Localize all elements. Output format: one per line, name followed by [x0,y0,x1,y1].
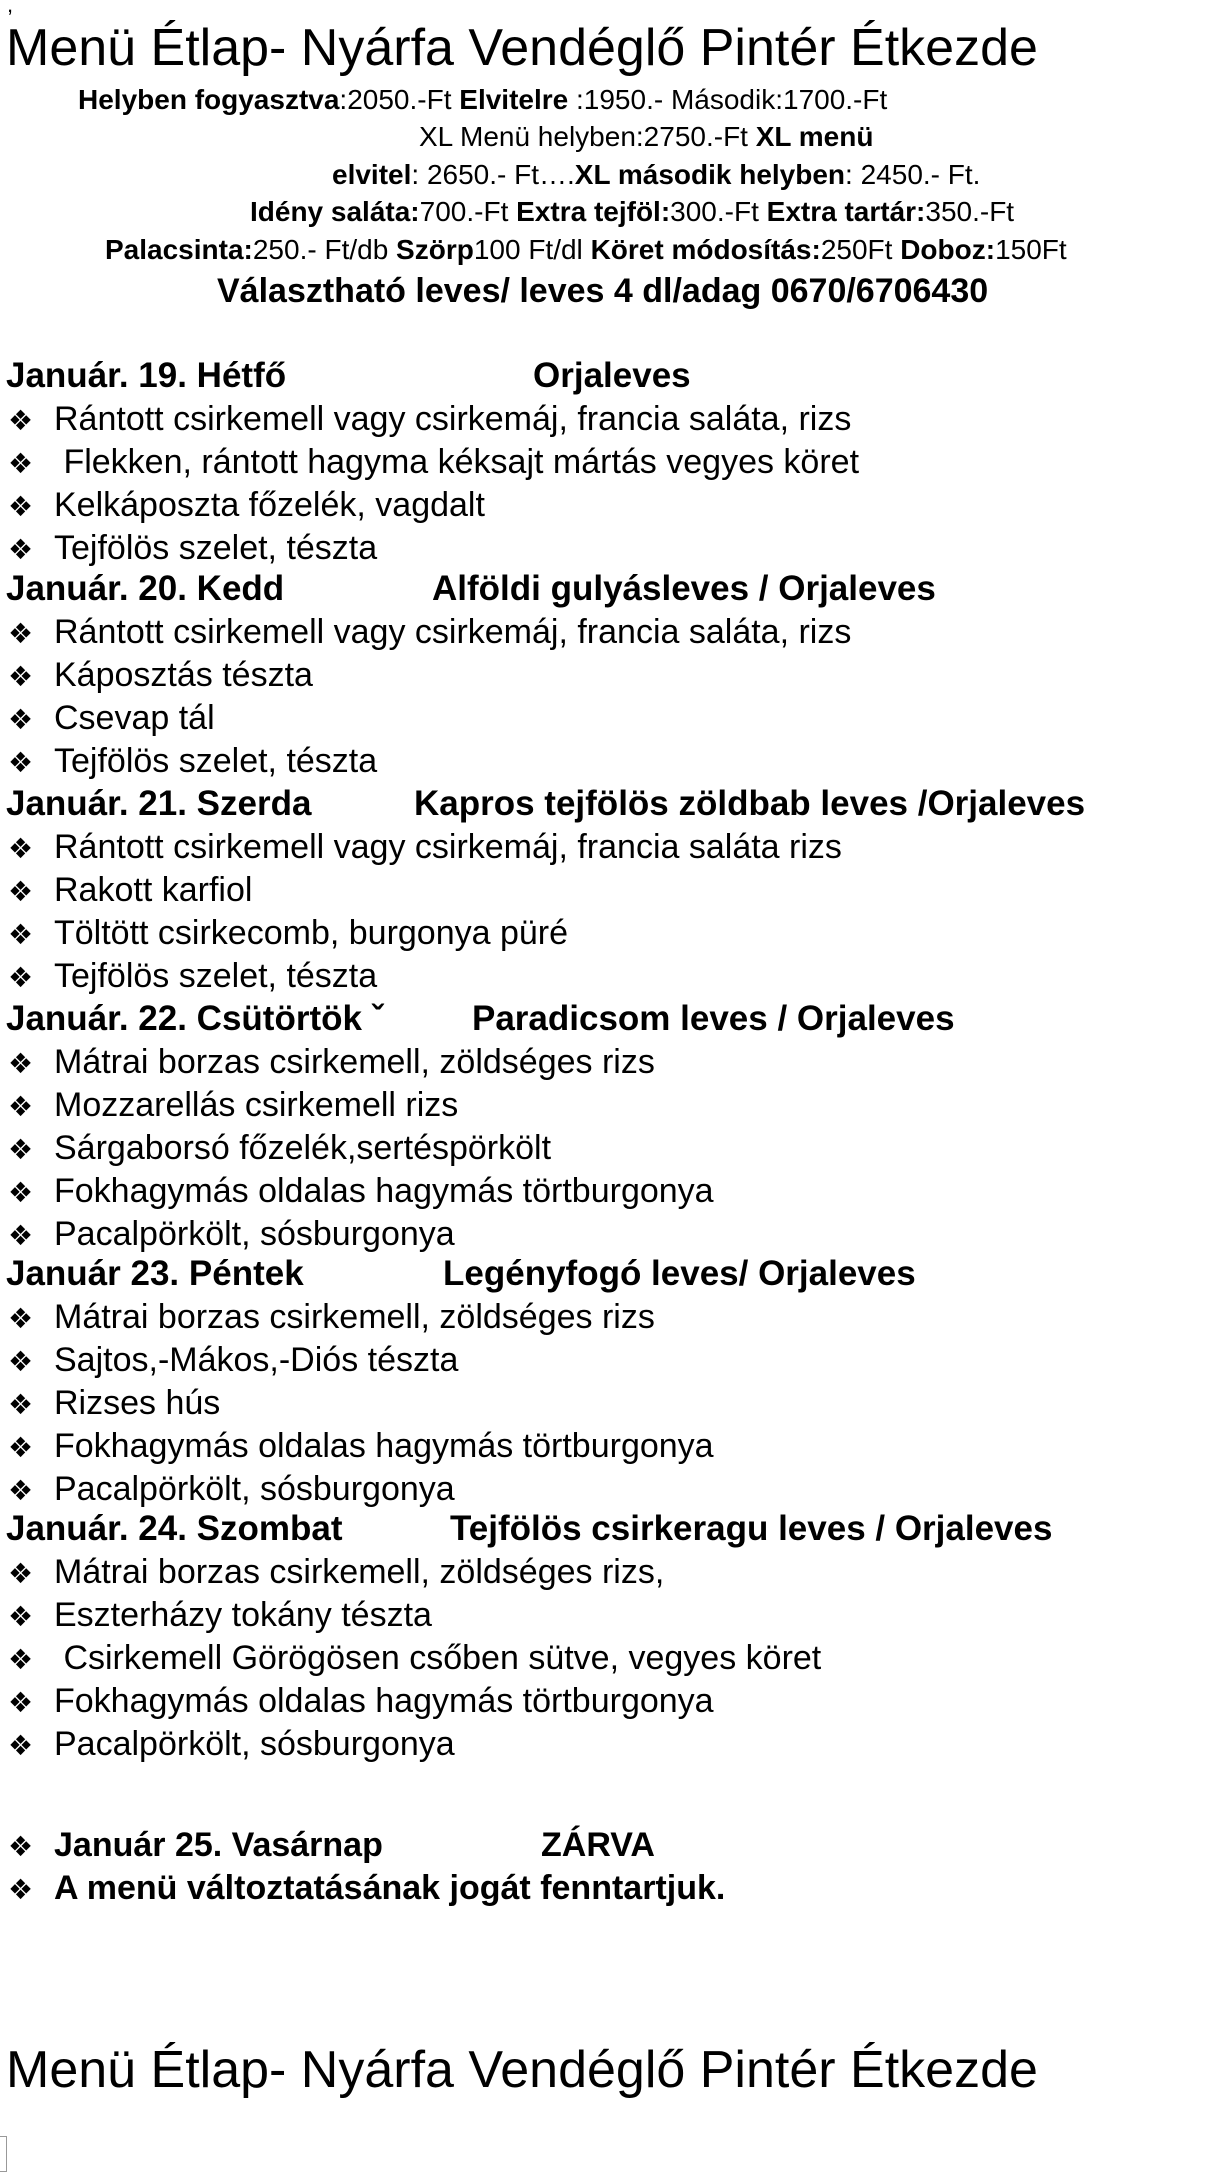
menu-title-repeat: Menü Étlap- Nyárfa Vendéglő Pintér Étkezde [6,2041,1038,2099]
bullet-icon: ❖ [8,832,34,865]
stray-comma: , [7,0,14,17]
price-text-run: Doboz: [900,234,996,265]
day-heading [6,1253,916,1295]
sunday-closed-item [8,1824,655,1868]
menu-item-text: Töltött csirkecomb, burgonya püré [54,914,569,952]
bullet-icon: ❖ [8,1176,34,1209]
bullet-icon: ❖ [8,1557,34,1590]
price-text-run: XL Menü helyben:2750.-Ft [419,121,756,152]
menu-item [8,697,215,741]
menu-item [8,527,377,571]
menu-item [8,740,377,784]
day-label: Január. 24. Szombat [6,1509,343,1548]
menu-item [8,826,842,870]
menu-item-text: Rántott csirkemell vagy csirkemáj, francia saláta, rizs [54,400,852,438]
menu-item [8,654,313,698]
soup-of-day: Paradicsom leves / Orjaleves [472,999,955,1038]
bullet-icon: ❖ [8,1219,34,1252]
menu-item-text: Rizses hús [54,1384,221,1422]
bullet-icon: ❖ [8,447,34,480]
price-text-run: XL második helyben [574,159,846,190]
menu-item [8,1084,458,1128]
day-heading [6,568,936,610]
soup-of-day: Orjaleves [533,356,691,395]
menu-item-text: Eszterházy tokány tészta [54,1596,432,1634]
menu-item-text: Káposztás tészta [54,656,313,694]
menu-item-text: Fokhagymás oldalas hagymás törtburgonya [54,1172,714,1210]
bullet-icon: ❖ [8,533,34,566]
menu-item-text: Rántott csirkemell vagy csirkemáj, francia saláta rizs [54,828,842,866]
price-line-5 [105,233,1067,267]
menu-item-text: Flekken, rántott hagyma kéksajt mártás vegyes köret [54,443,860,481]
bullet-icon: ❖ [8,1090,34,1123]
menu-item [8,1213,455,1257]
price-text-run: Palacsinta: [105,234,253,265]
day-label: Január. 21. Szerda [6,784,312,823]
bullet-icon: ❖ [8,703,34,736]
bullet-icon: ❖ [8,1047,34,1080]
bullet-icon: ❖ [8,1388,34,1421]
price-text-run: XL menü [755,121,874,152]
price-text-run: 250.- Ft/db [252,234,397,265]
price-text-run: :2050.-Ft [339,84,460,115]
bullet-icon: ❖ [8,1600,34,1633]
bullet-icon: ❖ [8,490,34,523]
menu-item-text: Rakott karfiol [54,871,253,909]
menu-item [8,1551,664,1595]
soup-of-day: Tejfölös csirkeragu leves / Orjaleves [450,1509,1053,1548]
menu-item-text: Csevap tál [54,699,215,737]
bullet-icon: ❖ [8,1686,34,1719]
price-text-run: Extra tartár: [766,196,926,227]
bullet-icon: ❖ [8,1474,34,1507]
day-heading [6,783,1086,825]
menu-item [8,441,859,485]
price-text-run: Szörp [396,234,474,265]
price-text-run: 300.-Ft [670,196,767,227]
menu-item-text: Sárgaborsó főzelék,sertéspörkölt [54,1129,552,1167]
menu-item [8,484,485,528]
menu-item [8,1637,821,1681]
bullet-icon: ❖ [8,961,34,994]
bullet-icon: ❖ [8,1431,34,1464]
price-text-run: 100 Ft/dl [473,234,591,265]
menu-item [8,912,568,956]
price-line-1 [78,83,887,117]
price-text-run: Extra tejföl: [516,196,671,227]
menu-item-text: Mátrai borzas csirkemell, zöldséges rizs [54,1298,655,1336]
bullet-icon: ❖ [8,1643,34,1676]
sunday-status: ZÁRVA [541,1826,655,1864]
menu-item [8,1170,714,1214]
menu-item-text: Pacalpörkölt, sósburgonya [54,1725,455,1763]
bullet-icon: ❖ [8,1729,34,1762]
sunday-day: Január 25. Vasárnap [54,1826,383,1864]
menu-item-text: Tejfölös szelet, tészta [54,529,378,567]
menu-item-text: Csirkemell Görögösen csőben sütve, vegyes köret [54,1639,822,1677]
day-heading [6,1508,1053,1550]
menu-item-text: Tejfölös szelet, tészta [54,742,378,780]
price-text-run: : 2450.- Ft. [845,159,981,190]
bullet-icon: ❖ [8,746,34,779]
menu-item [8,611,851,655]
menu-item [8,955,377,999]
menu-item [8,1296,655,1340]
menu-item-text: Fokhagymás oldalas hagymás törtburgonya [54,1427,714,1465]
day-label: Január. 22. Csütörtök ˇ [6,999,384,1038]
menu-item [8,1382,220,1426]
bullet-icon: ❖ [8,1873,34,1906]
price-text-run: 700.-Ft [419,196,517,227]
bullet-icon: ❖ [8,1302,34,1335]
day-heading [6,355,691,397]
price-text-run: Elvitelre [459,84,569,115]
menu-change-notice [8,1867,725,1911]
menu-item [8,398,851,442]
menu-item [8,1680,714,1724]
menu-item-text: Pacalpörkölt, sósburgonya [54,1215,455,1253]
price-line-3 [332,158,980,192]
day-label: Január 23. Péntek [6,1254,304,1293]
bullet-icon: ❖ [8,1133,34,1166]
bullet-icon: ❖ [8,875,34,908]
bullet-icon: ❖ [8,404,34,437]
price-text-run: 250Ft [820,234,901,265]
menu-item-text: Fokhagymás oldalas hagymás törtburgonya [54,1682,714,1720]
menu-item [8,1127,551,1171]
menu-item [8,1594,432,1638]
menu-item [8,1339,458,1383]
price-text-run: Helyben fogyasztva [78,84,340,115]
menu-item-text: Mátrai borzas csirkemell, zöldséges rizs [54,1043,655,1081]
price-text-run: : 2650.- Ft…. [411,159,575,190]
bullet-icon: ❖ [8,1830,34,1863]
bullet-icon: ❖ [8,660,34,693]
price-line-2 [419,120,873,154]
bullet-icon: ❖ [8,918,34,951]
notice-text: A menü változtatásának jogát fenntartjuk. [54,1869,726,1907]
menu-item-text: Mozzarellás csirkemell rizs [54,1086,459,1124]
menu-item-text: Rántott csirkemell vagy csirkemáj, francia saláta, rizs [54,613,852,651]
soup-info-line: Választható leves/ leves 4 dl/adag 0670/6706430 [217,272,989,310]
price-text-run: elvitel [332,159,412,190]
day-label: Január. 19. Hétfő [6,356,287,395]
menu-item [8,1468,455,1512]
price-text-run: 150Ft [995,234,1067,265]
day-label: Január. 20. Kedd [6,569,285,608]
menu-item [8,1425,714,1469]
text-cursor [0,2136,7,2172]
menu-item-text: Mátrai borzas csirkemell, zöldséges rizs, [54,1553,665,1591]
menu-item-text: Pacalpörkölt, sósburgonya [54,1470,455,1508]
menu-item-text: Sajtos,-Mákos,-Diós tészta [54,1341,459,1379]
price-text-run: 350.-Ft [925,196,1015,227]
bullet-icon: ❖ [8,1345,34,1378]
soup-of-day: Alföldi gulyásleves / Orjaleves [432,569,936,608]
menu-item [8,1041,655,1085]
day-heading [6,998,955,1040]
menu-item [8,869,252,913]
menu-title: Menü Étlap- Nyárfa Vendéglő Pintér Étkezde [6,19,1038,77]
soup-of-day: Legényfogó leves/ Orjaleves [443,1254,916,1293]
price-text-run: :1950.- Második:1700.-Ft [568,84,888,115]
price-line-4 [250,195,1014,229]
menu-item-text: Tejfölös szelet, tészta [54,957,378,995]
price-text-run: Idény saláta: [250,196,420,227]
menu-item [8,1723,455,1767]
price-text-run: Köret módosítás: [590,234,821,265]
soup-of-day: Kapros tejfölös zöldbab leves /Orjaleves [414,784,1086,823]
menu-item-text: Kelkáposzta főzelék, vagdalt [54,486,485,524]
bullet-icon: ❖ [8,617,34,650]
